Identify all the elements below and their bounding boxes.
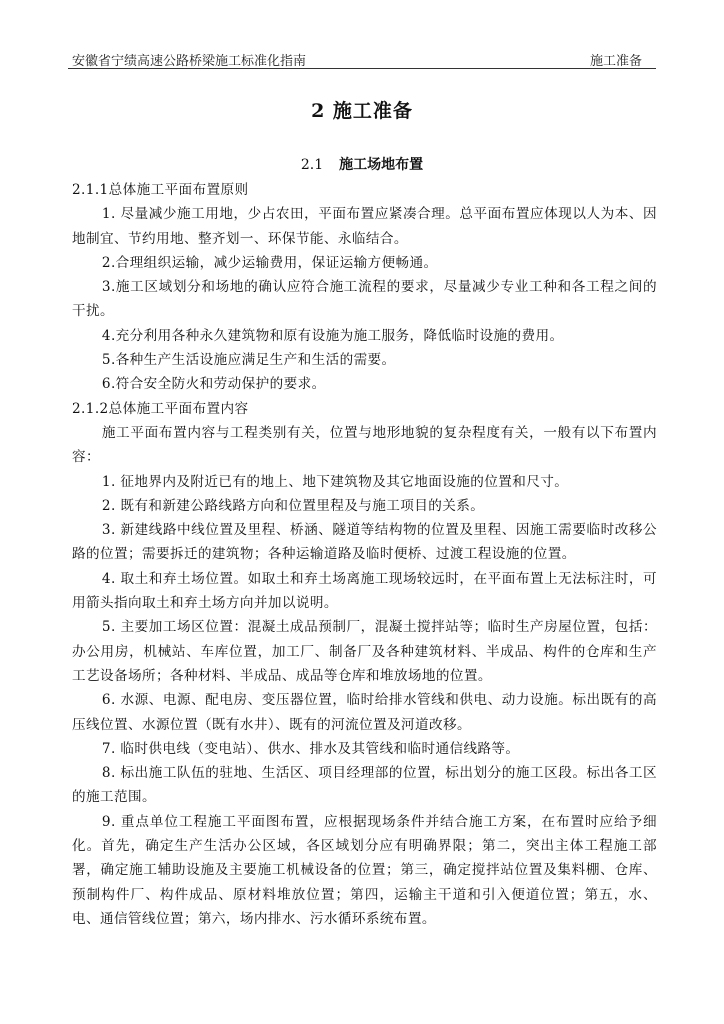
principle-item-4: 4.充分利用各种永久建筑物和原有设施为施工服务，降低临时设施的费用。 (101, 327, 564, 344)
content-item-7: 7. 临时供电线（变电站）、供水、排水及其管线和临时通信线路等。 (101, 740, 520, 757)
principle-item-5: 5.各种生产生活设施应满足生产和生活的需要。 (101, 352, 396, 369)
content-item-8: 8. 标出施工队伍的驻地、生活区、项目经理部的位置，标出划分的施工区段。标出各工区的施工范围。 (72, 765, 657, 806)
content-item-3: 3. 新建线路中线位置及里程、桥涵、隧道等结构物的位置及里程、因施工需要临时改移公路的位置；需要拆迁的建筑物；各种运输道路及临时便桥、过渡工程设施的位置。 (72, 522, 657, 563)
header-book-title: 安徽省宁绩高速公路桥梁施工标准化指南 (72, 54, 307, 69)
section-title (0, 154, 724, 174)
content-intro: 施工平面布置内容与工程类别有关，位置与地形地貌的复杂程度有关，一般有以下布置内容： (72, 424, 657, 466)
section-title-text: 施工场地布置 (339, 157, 424, 173)
content-item-2: 2. 既有和新建公路线路方向和位置里程及与施工项目的关系。 (101, 497, 485, 514)
principle-item-1: 1. 尽量减少施工用地，少占农田，平面布置应紧凑合理。总平面布置应体现以人为本、因地制宜、节约用地、整齐划一、环保节能、永临结合。 (72, 206, 657, 247)
body-text (72, 178, 657, 931)
header-chapter-name: 施工准备 (589, 54, 642, 69)
principle-item-6: 6.符合安全防火和劳动保护的要求。 (101, 376, 326, 393)
subsection-heading-2-1-1: 2.1.1总体施工平面布置原则 (72, 182, 249, 198)
content-item-6: 6. 水源、电源、配电房、变压器位置，临时给排水管线和供电、动力设施。标出既有的高压线位置、水源位置（既有水井）、既有的河流位置及河道改移。 (72, 692, 657, 733)
chapter-title: 2 施工准备 (311, 100, 413, 122)
content-item-9: 9. 重点单位工程施工平面图布置，应根据现场条件并结合施工方案，在布置时应给予细化。首先，确定生产生活办公区域，各区域划分应有明确界限；第二，突出主体工程施工部署，确定施工辅助设施及主要施工机械设备的位置；第三，确定搅拌站位置及集料棚、仓库、预制构件厂、构件成品、原材料堆放位置；第四，运输主干道和引入便道位置；第五，水、电、通信管线位置；第六，场内排水、污水循环系统布置。 (72, 813, 657, 927)
content-item-1: 1. 征地界内及附近已有的地上、地下建筑物及其它地面设施的位置和尺寸。 (101, 473, 569, 490)
content-item-4: 4. 取土和弃土场位置。如取土和弃土场离施工现场较远时，在平面布置上无法标注时，可用箭头指向取土和弃土场方向并加以说明。 (72, 570, 657, 612)
content-item-5: 5. 主要加工场区位置：混凝土成品预制厂，混凝土搅拌站等；临时生产房屋位置，包括：办公用房，机械站、车库位置，加工厂、制备厂及各种建筑材料、半成品、构件的仓库和生产工艺设备场所；各种材料、半成品、成品等仓库和堆放场地的位置。 (72, 619, 657, 684)
header-divider (68, 68, 656, 69)
running-header (68, 48, 656, 68)
section-number: 2.1 (300, 157, 324, 173)
principle-item-2: 2.合理组织运输，减少运输费用，保证运输方便畅通。 (101, 254, 438, 271)
principle-item-3: 3.施工区域划分和场地的确认应符合施工流程的要求，尽量减少专业工种和各工程之间的干扰。 (72, 279, 657, 320)
subsection-heading-2-1-2: 2.1.2总体施工平面布置内容 (72, 400, 249, 417)
